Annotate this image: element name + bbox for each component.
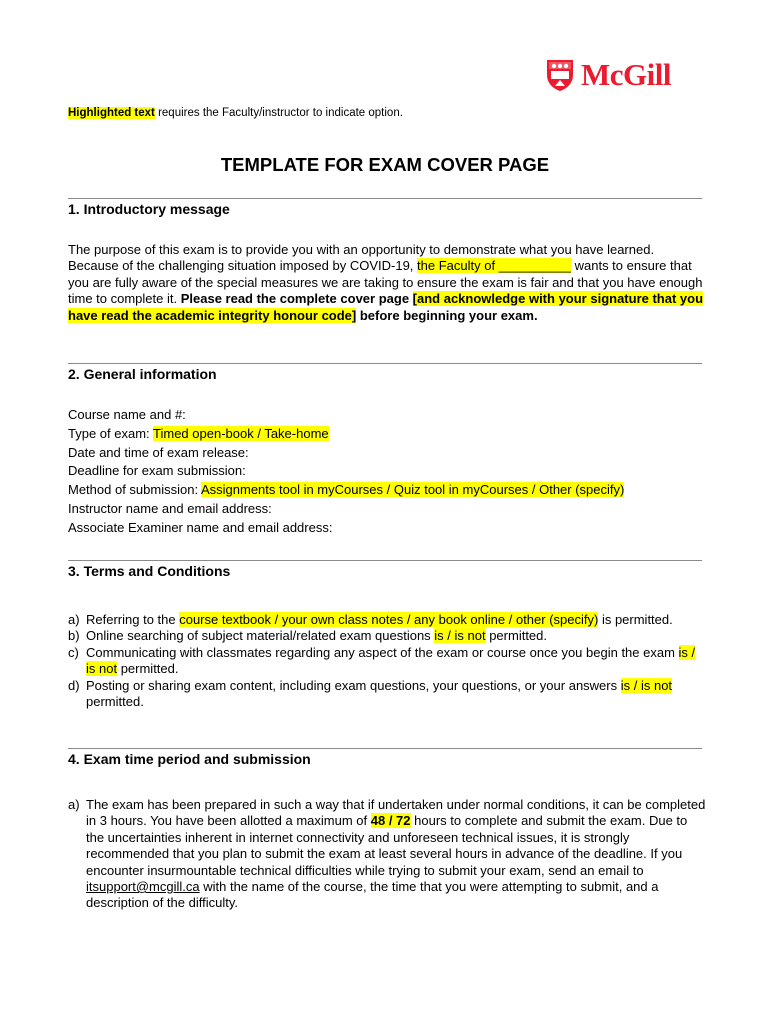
deadline-line: Deadline for exam submission: bbox=[68, 463, 246, 479]
section-2-heading: 2. General information bbox=[68, 366, 217, 382]
instructor-line: Instructor name and email address: bbox=[68, 500, 272, 516]
list-item bbox=[68, 628, 708, 644]
release-line: Date and time of exam release: bbox=[68, 444, 249, 460]
list-marker: a) bbox=[68, 612, 80, 627]
section-4-heading: 4. Exam time period and submission bbox=[68, 751, 311, 767]
intro-text-2: wants to ensure that you are fully aware of the special measures we are taking to ensure the exam is fair and that you have enough time to complete it. bbox=[68, 258, 703, 307]
acknowledge-highlight: [and acknowledge with your signature that you have read the academic integrity honour code] bbox=[68, 291, 704, 323]
submission-method-label: Method of submission: bbox=[68, 482, 201, 498]
page-title: TEMPLATE FOR EXAM COVER PAGE bbox=[220, 154, 550, 175]
term-b-text: Online searching of subject material/related exam questions bbox=[86, 628, 435, 644]
intro-bold-2: before beginning your exam. bbox=[356, 307, 538, 323]
mcgill-wordmark: McGill bbox=[581, 57, 671, 92]
submission-text-2: hours to complete and submit the exam. Due to the uncertainties inherent in internet connectivity and unforeseen technical issues, it is strongly recommended that you plan to submit the exam at least several hours in advance of the deadline. If you encounter insurmountable technical difficulties while trying to submit your exam, send an email to bbox=[86, 813, 688, 878]
submission-text-3: with the name of the course, the time that you were attempting to submit, and a description of the difficulty. bbox=[86, 879, 659, 911]
term-c-option: is / is not bbox=[86, 644, 696, 677]
intro-text-1: The purpose of this exam is to provide you with an opportunity to demonstrate what you have learned. Because of the challenging situation imposed by COVID-19, bbox=[68, 242, 655, 274]
term-a-text: Referring to the bbox=[86, 612, 180, 627]
submission-text-1: The exam has been prepared in such a way that if undertaken under normal conditions, it can be completed in 3 hours. You have been allotted a maximum of bbox=[86, 797, 706, 829]
list-item bbox=[68, 612, 708, 628]
highlight-note bbox=[68, 107, 403, 119]
section-divider bbox=[68, 748, 702, 749]
support-email-link[interactable]: itsupport@mcgill.ca bbox=[86, 879, 200, 895]
hours-option: 48 / 72 bbox=[370, 813, 411, 829]
intro-bold-1: Please read the complete cover page bbox=[180, 291, 413, 307]
highlight-sample: Highlighted text bbox=[68, 107, 155, 119]
term-b-end: permitted. bbox=[485, 628, 548, 644]
section-1-paragraph bbox=[68, 242, 708, 324]
list-item bbox=[68, 645, 708, 678]
mcgill-crest-icon bbox=[545, 58, 575, 92]
highlight-note-text: requires the Faculty/instructor to indicate option. bbox=[154, 107, 403, 119]
term-c-end: permitted. bbox=[117, 661, 179, 677]
exam-type-label: Type of exam: bbox=[68, 425, 154, 441]
list-marker: c) bbox=[68, 644, 79, 660]
term-d-text: Posting or sharing exam content, including exam questions, your questions, or your answers bbox=[86, 677, 621, 693]
term-d-end: permitted. bbox=[86, 694, 144, 710]
mcgill-logo bbox=[545, 57, 671, 93]
term-a-end: is permitted. bbox=[598, 612, 673, 627]
section-3-heading: 3. Terms and Conditions bbox=[68, 563, 231, 579]
submission-method-line bbox=[68, 481, 624, 500]
course-name-line: Course name and #: bbox=[68, 407, 186, 422]
submission-method-value: Assignments tool in myCourses / Quiz tool in myCourses / Other (specify) bbox=[200, 482, 625, 498]
term-d-option: is / is not bbox=[620, 677, 673, 693]
term-c-text: Communicating with classmates regarding any aspect of the exam or course once you begin the exam bbox=[86, 644, 679, 660]
section-1-heading: 1. Introductory message bbox=[68, 201, 230, 217]
exam-type-value: Timed open-book / Take-home bbox=[153, 425, 329, 441]
term-a-option: course textbook / your own class notes / any book online / other (specify) bbox=[179, 612, 599, 627]
list-item bbox=[68, 678, 708, 711]
exam-type-line bbox=[68, 425, 624, 444]
section-divider bbox=[68, 560, 702, 561]
terms-list bbox=[68, 612, 708, 710]
term-b-option: is / is not bbox=[434, 628, 486, 644]
section-divider bbox=[68, 363, 702, 364]
submission-list bbox=[68, 797, 708, 912]
faculty-placeholder: the Faculty of __________ bbox=[417, 258, 571, 274]
list-marker: a) bbox=[68, 797, 80, 812]
list-marker: d) bbox=[68, 677, 80, 693]
list-item bbox=[68, 797, 708, 912]
list-marker: b) bbox=[68, 628, 80, 644]
general-info-list bbox=[68, 406, 624, 538]
section-divider bbox=[68, 198, 702, 199]
associate-examiner-line: Associate Examiner name and email address: bbox=[68, 519, 333, 535]
